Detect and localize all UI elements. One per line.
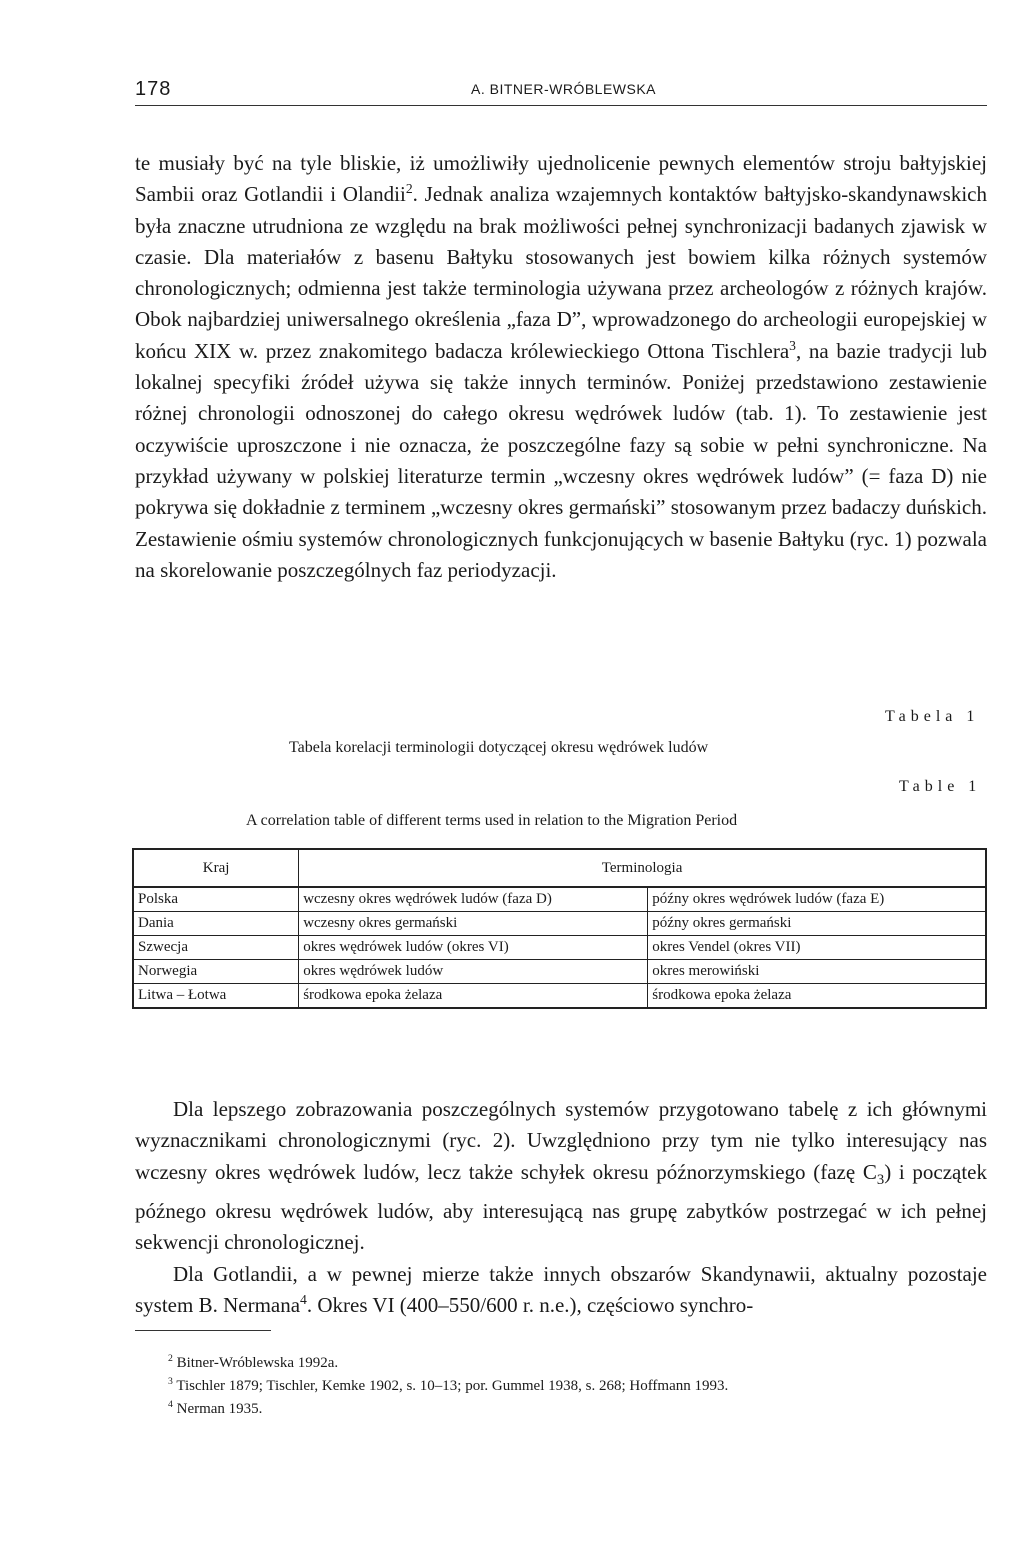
header-rule	[135, 105, 987, 106]
column-header-country: Kraj	[133, 849, 299, 887]
table-title-pl: Tabela korelacji terminologii dotyczącej okresu wędrówek ludów	[289, 739, 709, 756]
table-row	[133, 960, 986, 984]
table-cell: Norwegia	[133, 960, 299, 984]
table-cell: wczesny okres wędrówek ludów (faza D)	[299, 887, 648, 912]
footnote-4: $^4$ Nerman 1935.	[168, 1399, 263, 1417]
page-number: 178	[135, 78, 172, 100]
table-cell: okres Vendel (okres VII)	[648, 936, 986, 960]
table-cell: późny okres germański	[648, 912, 986, 936]
table-title-en: A correlation table of different terms used in relation to the Migration Period	[246, 812, 738, 829]
correlation-table	[132, 848, 987, 1009]
table-cell: Litwa – Łotwa	[133, 984, 299, 1009]
page-header	[135, 78, 987, 108]
body-paragraph-2: Dla lepszego zobrazowania poszczególnych systemów przygotowano tabelę z ich głównymi wyznacznikami chronologicznymi (ryc. 2). Uwzględniono przy tym nie tylko interesujący nas wczesny okres wędrówek ludów, lecz także schyłek okresu późnorzymskiego (fazę $C_3$) i początek późnego okresu wędrówek ludów, aby interesującą nas grupę zabytków postrzegać w ich pełnej sekwencji chronologicznej.	[135, 1097, 987, 1255]
table-cell: wczesny okres germański	[299, 912, 648, 936]
table-cell: Polska	[133, 887, 299, 912]
table-cell: okres wędrówek ludów	[299, 960, 648, 984]
footnotes	[168, 1352, 728, 1421]
running-head: A. BITNER-WRÓBLEWSKA	[471, 81, 657, 97]
table-cell: późny okres wędrówek ludów (faza E)	[648, 887, 986, 912]
body-paragraph-3: Dla Gotlandii, a w pewnej mierze także innych obszarów Skandynawii, aktualny pozostaje system B. Nermana$^4$. Okres VI (400–550/600 r. n.e.), częściowo synchro-	[135, 1261, 987, 1317]
footnote-rule	[135, 1330, 271, 1331]
table-cell: okres wędrówek ludów (okres VI)	[299, 936, 648, 960]
table-row	[133, 984, 986, 1009]
table-cell: Dania	[133, 912, 299, 936]
table-header-row	[133, 849, 986, 887]
body-paragraph-1: te musiały być na tyle bliskie, iż umożliwiły ujednolicenie pewnych elementów stroju bałtyjskiej Sambii oraz Gotlandii i Olandii$^2$. Jednak analiza wzajemnych kontaktów bałtyjsko-skandynawskich była znaczne utrudniona ze względu na brak możliwości pełnej synchronizacji badanych zjawisk w czasie. Dla materiałów z basenu Bałtyku stosowanych jest bowiem kilka różnych systemów chronologicznych; odmienna jest także terminologia używana przez archeologów z różnych krajów. Obok najbardziej uniwersalnego określenia „faza D”, wprowadzonego do archeologii europejskiej w końcu XIX w. przez znakomitego badacza królewieckiego Ottona Tischlera$^3$, na bazie tradycji lub lokalnej specyfiki źródeł używa się także innych terminów. Poniżej przedstawiono zestawienie różnej chronologii odnoszonej do całego okresu wędrówek ludów (tab. 1). To zestawienie jest oczywiście uproszczone i nie oznacza, że poszczególne fazy są sobie w pełni synchroniczne. Na przykład używany w polskiej literaturze termin „wczesny okres wędrówek ludów” (= faza D) nie pokrywa się dokładnie z terminem „wczesny okres germański” stosowanym przez badaczy duńskich. Zestawienie ośmiu systemów chronologicznych funkcjonujących w basenie Bałtyku (ryc. 1) pozwala na skorelowanie poszczególnych faz periodyzacji.	[135, 151, 987, 582]
table-row	[133, 936, 986, 960]
table-row	[133, 887, 986, 912]
table-cell: środkowa epoka żelaza	[299, 984, 648, 1009]
table-label-en: Table 1	[899, 778, 982, 795]
table-cell: Szwecja	[133, 936, 299, 960]
footnote-ref-2: 2	[405, 181, 413, 197]
body-text-2	[135, 1094, 987, 1321]
footnote-2: $^2$ Bitner-Wróblewska 1992a.	[168, 1353, 339, 1371]
table-cell: okres merowiński	[648, 960, 986, 984]
footnote-ref-3: 3	[789, 337, 796, 353]
phase-subscript: 3	[876, 1171, 885, 1188]
table-label-pl: Tabela 1	[885, 708, 980, 725]
footnote-ref-4: 4	[300, 1291, 307, 1307]
table-cell: środkowa epoka żelaza	[648, 984, 986, 1009]
footnote-3: $^3$ Tischler 1879; Tischler, Kemke 1902, s. 10–13; por. Gummel 1938, s. 268; Hoffmann 1993.	[168, 1376, 729, 1394]
column-header-terminology: Terminologia	[299, 849, 986, 887]
table-row	[133, 912, 986, 936]
